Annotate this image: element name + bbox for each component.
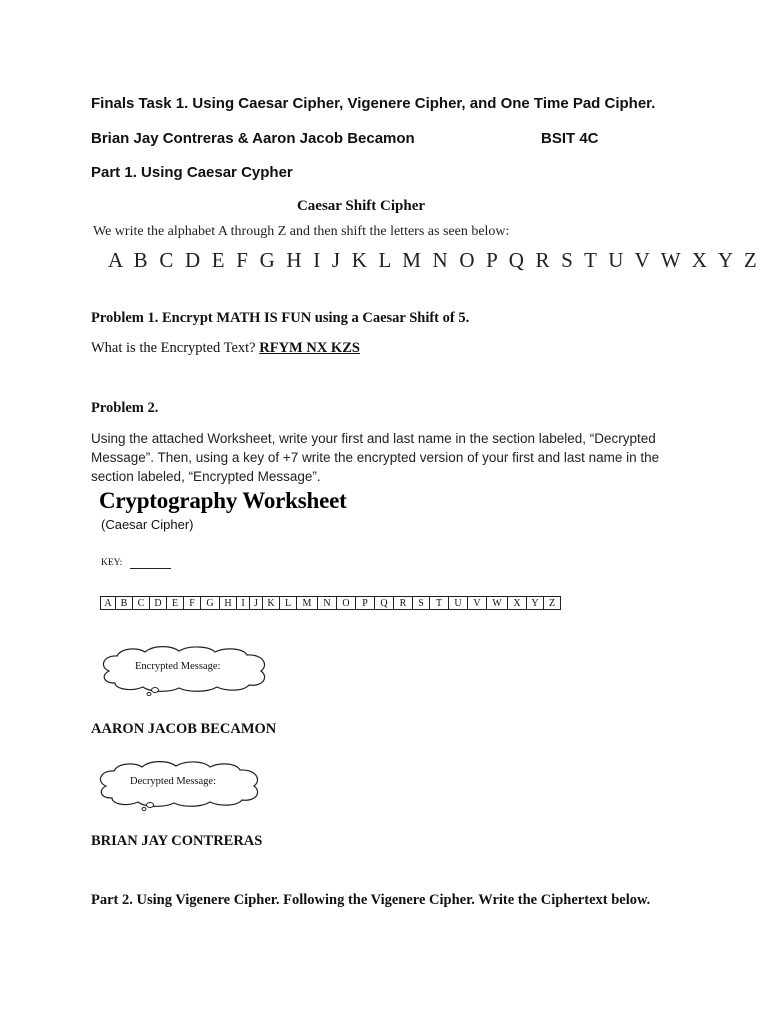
problem1-answer: RFYM NX KZS xyxy=(259,340,360,356)
worksheet-key-label: KEY: xyxy=(101,558,123,568)
worksheet-letter-cell: Q xyxy=(375,597,394,610)
worksheet-letter-cell: S xyxy=(413,597,430,610)
worksheet-letter-cell: H xyxy=(220,597,237,610)
worksheet-letter-cell: B xyxy=(116,597,133,610)
caesar-image-description: We write the alphabet A through Z and then shift the letters as seen below: xyxy=(93,224,510,239)
problem2-description: Using the attached Worksheet, write your first and last name in the section labeled, “Decrypted Message”. Then, using a key of +7 write the encrypted version of your first and last name in the section labeled, “Encrypted Message”. xyxy=(91,431,660,484)
worksheet-letter-cell: X xyxy=(508,597,527,610)
encrypted-answer: AARON JACOB BECAMON xyxy=(91,721,277,737)
worksheet-letter-cell: W xyxy=(487,597,508,610)
worksheet-letter-cell: J xyxy=(250,597,263,610)
worksheet-letter-cell: A xyxy=(101,597,116,610)
worksheet-title: Cryptography Worksheet xyxy=(99,488,347,513)
worksheet-letter-cell: C xyxy=(133,597,150,610)
worksheet-letter-cell: N xyxy=(318,597,337,610)
document-title: Finals Task 1. Using Caesar Cipher, Vigenere Cipher, and One Time Pad Cipher. xyxy=(91,95,656,112)
worksheet-alphabet-row xyxy=(101,597,561,610)
worksheet-alphabet-table xyxy=(100,596,561,610)
worksheet-letter-cell: F xyxy=(184,597,201,610)
worksheet-letter-cell: P xyxy=(356,597,375,610)
worksheet-letter-cell: M xyxy=(297,597,318,610)
problem1-question: Problem 1. Encrypt MATH IS FUN using a Caesar Shift of 5. xyxy=(91,310,470,326)
worksheet-letter-cell: V xyxy=(468,597,487,610)
decrypted-answer: BRIAN JAY CONTRERAS xyxy=(91,833,263,849)
problem1-answer-line xyxy=(91,340,360,357)
worksheet-letter-cell: Y xyxy=(527,597,544,610)
worksheet-letter-cell: K xyxy=(263,597,280,610)
authors-line: Brian Jay Contreras & Aaron Jacob Becamon xyxy=(91,130,415,147)
part2-heading: Part 2. Using Vigenere Cipher. Following the Vigenere Cipher. Write the Ciphertext below. xyxy=(91,892,651,908)
worksheet-letter-cell: G xyxy=(201,597,220,610)
encrypted-message-label: Encrypted Message: xyxy=(135,661,221,672)
worksheet-key-blank xyxy=(130,568,171,569)
worksheet-letter-cell: D xyxy=(150,597,167,610)
worksheet-letter-cell: R xyxy=(394,597,413,610)
worksheet-letter-cell: L xyxy=(280,597,297,610)
worksheet-letter-cell: U xyxy=(449,597,468,610)
caesar-image-heading: Caesar Shift Cipher xyxy=(296,198,426,214)
caesar-alphabet-row: A B C D E F G H I J K L M N O P Q R S T U V W X Y Z xyxy=(108,248,760,272)
part1-heading: Part 1. Using Caesar Cypher xyxy=(91,164,293,181)
worksheet-letter-cell: O xyxy=(337,597,356,610)
worksheet-letter-cell: T xyxy=(430,597,449,610)
decrypted-message-label: Decrypted Message: xyxy=(130,776,217,787)
worksheet-letter-cell: I xyxy=(237,597,250,610)
worksheet-subtitle: (Caesar Cipher) xyxy=(101,517,194,532)
worksheet-letter-cell: E xyxy=(167,597,184,610)
worksheet-letter-cell: Z xyxy=(544,597,561,610)
problem1-prompt: What is the Encrypted Text? xyxy=(91,340,256,356)
problem2-title: Problem 2. xyxy=(91,400,159,416)
section-label: BSIT 4C xyxy=(541,130,599,147)
